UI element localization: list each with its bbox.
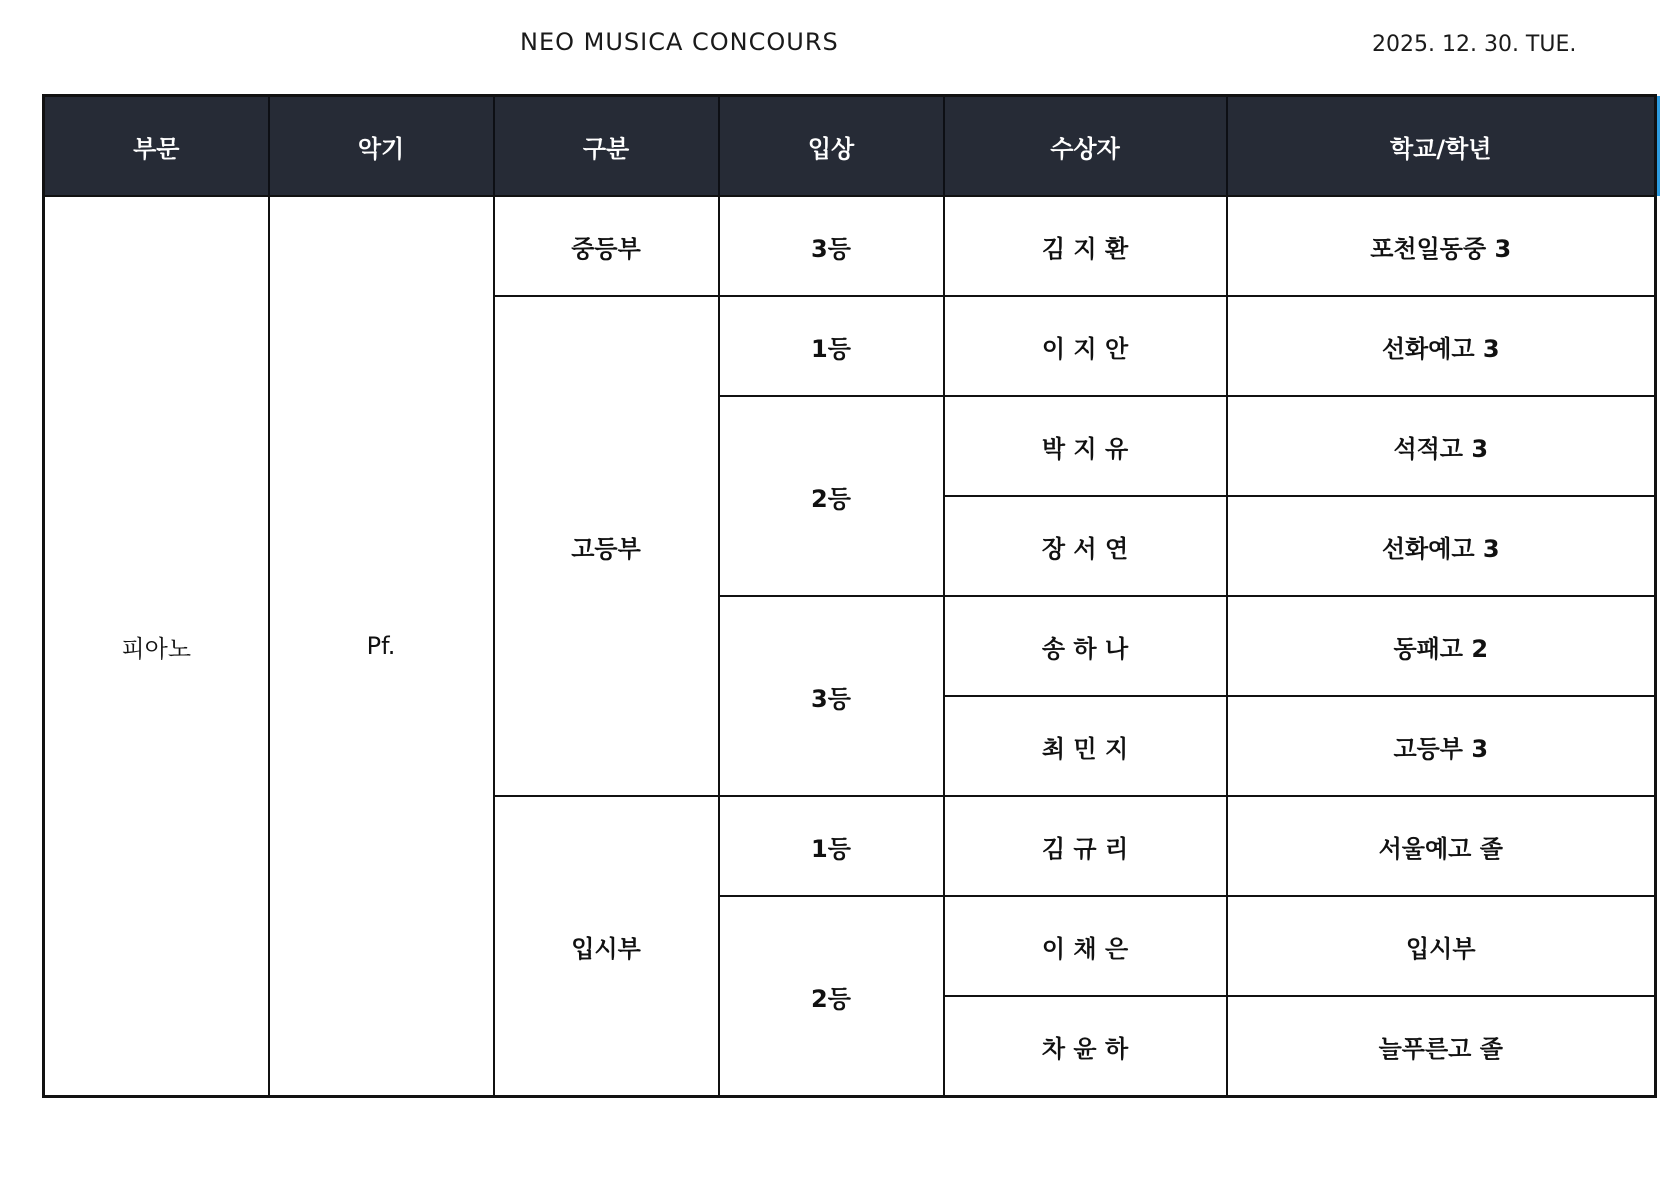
column-header-section: 부문 bbox=[44, 96, 269, 197]
winner-name-cell: 차 윤 하 bbox=[944, 996, 1227, 1097]
division-cell: 중등부 bbox=[494, 196, 719, 296]
instrument-cell: Pf. bbox=[269, 196, 494, 1097]
results-table bbox=[42, 94, 1657, 1098]
results-table-container bbox=[42, 94, 1654, 1098]
page-header bbox=[0, 0, 1660, 90]
division-cell: 고등부 bbox=[494, 296, 719, 796]
school-grade-cell: 입시부 bbox=[1227, 896, 1656, 996]
concours-title: NEO MUSICA CONCOURS bbox=[520, 28, 839, 56]
school-grade-cell: 서울예고 졸 bbox=[1227, 796, 1656, 896]
prize-cell: 2등 bbox=[719, 396, 944, 596]
prize-cell: 2등 bbox=[719, 896, 944, 1097]
school-grade-cell: 석적고 3 bbox=[1227, 396, 1656, 496]
winner-name-cell: 김 규 리 bbox=[944, 796, 1227, 896]
winner-name-cell: 장 서 연 bbox=[944, 496, 1227, 596]
section-cell: 피아노 bbox=[44, 196, 269, 1097]
column-header-school-grade: 학교/학년 bbox=[1227, 96, 1656, 197]
column-header-instrument: 악기 bbox=[269, 96, 494, 197]
winner-name-cell: 송 하 나 bbox=[944, 596, 1227, 696]
winner-name-cell: 이 채 은 bbox=[944, 896, 1227, 996]
school-grade-cell: 선화예고 3 bbox=[1227, 496, 1656, 596]
column-header-prize: 입상 bbox=[719, 96, 944, 197]
table-header-row bbox=[44, 96, 1656, 197]
column-header-winner: 수상자 bbox=[944, 96, 1227, 197]
winner-name-cell: 김 지 환 bbox=[944, 196, 1227, 296]
prize-cell: 1등 bbox=[719, 796, 944, 896]
school-grade-cell: 선화예고 3 bbox=[1227, 296, 1656, 396]
prize-cell: 1등 bbox=[719, 296, 944, 396]
prize-cell: 3등 bbox=[719, 196, 944, 296]
winner-name-cell: 최 민 지 bbox=[944, 696, 1227, 796]
prize-cell: 3등 bbox=[719, 596, 944, 796]
event-date: 2025. 12. 30. TUE. bbox=[1372, 32, 1577, 57]
school-grade-cell: 포천일동중 3 bbox=[1227, 196, 1656, 296]
division-cell: 입시부 bbox=[494, 796, 719, 1097]
column-header-division: 구분 bbox=[494, 96, 719, 197]
school-grade-cell: 늘푸른고 졸 bbox=[1227, 996, 1656, 1097]
table-row bbox=[44, 196, 1656, 296]
school-grade-cell: 동패고 2 bbox=[1227, 596, 1656, 696]
winner-name-cell: 이 지 안 bbox=[944, 296, 1227, 396]
school-grade-cell: 고등부 3 bbox=[1227, 696, 1656, 796]
winner-name-cell: 박 지 유 bbox=[944, 396, 1227, 496]
